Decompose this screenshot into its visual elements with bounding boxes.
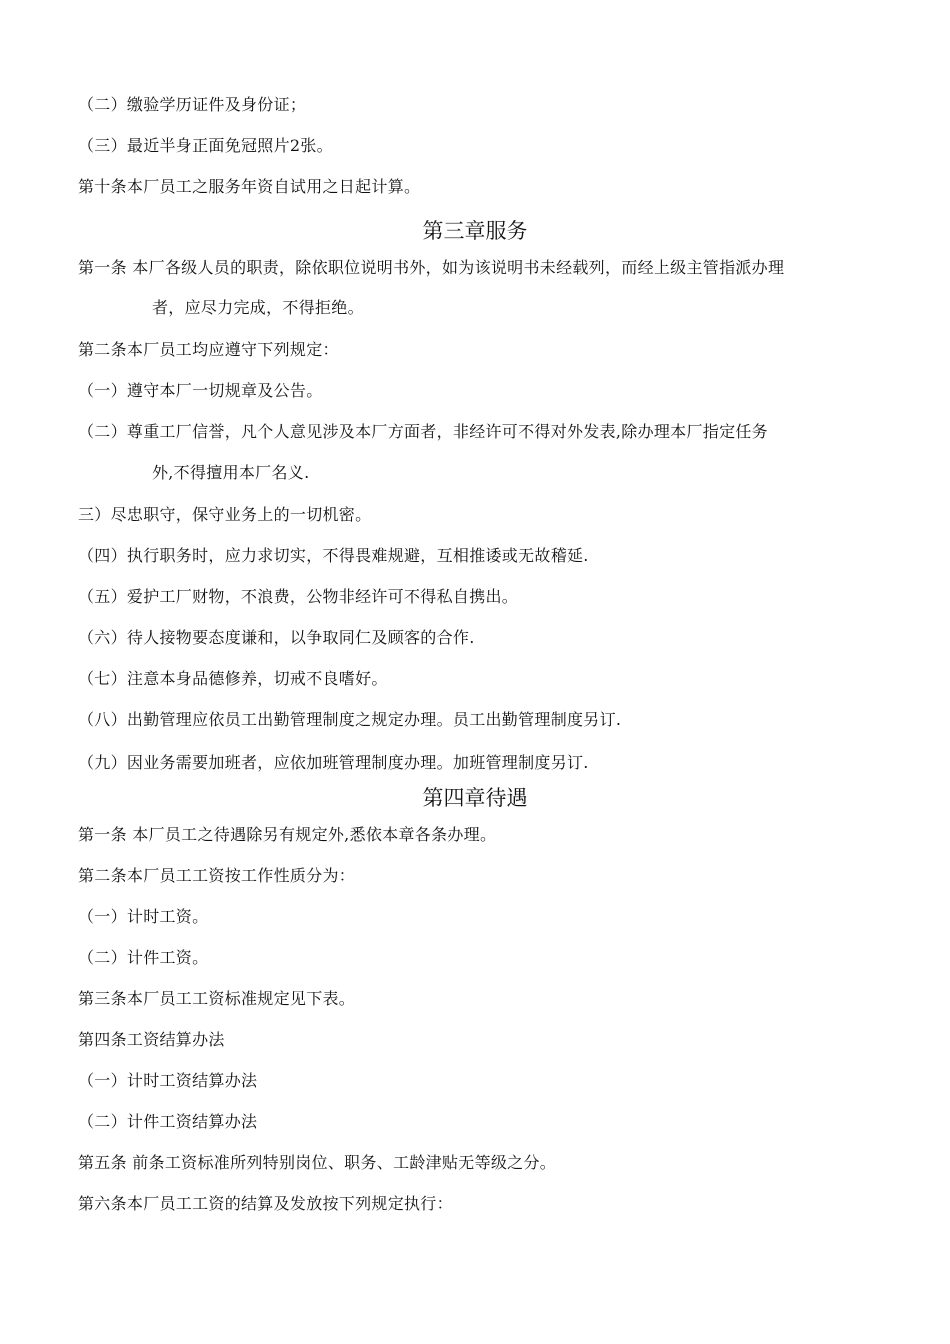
ch3-item-2-line-1: （二）尊重工厂信誉，凡个人意见涉及本厂方面者，非经许可不得对外发表,除办理本厂指定任务 — [78, 422, 768, 441]
ch3-item-8: （八）出勤管理应依员工出勤管理制度之规定办理。员工出勤管理制度另订. — [78, 710, 622, 729]
ch4-article-4-item-2: （二）计件工资结算办法 — [78, 1112, 258, 1131]
article-10: 第十条本厂员工之服务年资自试用之日起计算。 — [78, 177, 421, 196]
ch4-article-6: 第六条本厂员工工资的结算及发放按下列规定执行： — [78, 1194, 453, 1213]
ch3-item-5: （五）爱护工厂财物，不浪费，公物非经许可不得私自携出。 — [78, 587, 519, 606]
ch4-article-1: 第一条 本厂员工之待遇除另有规定外,悉依本章各条办理。 — [78, 825, 497, 844]
ch3-item-2-line-2: 外,不得擅用本厂名义. — [152, 463, 310, 482]
chapter-3-title: 第三章服务 — [422, 219, 528, 243]
ch4-article-5: 第五条 前条工资标准所列特别岗位、职务、工龄津贴无等级之分。 — [78, 1153, 557, 1172]
ch3-item-6: （六）待人接物要态度谦和，以争取同仁及顾客的合作. — [78, 628, 475, 647]
ch3-item-1: （一）遵守本厂一切规章及公告。 — [78, 381, 323, 400]
ch3-item-9: （九）因业务需要加班者，应依加班管理制度办理。加班管理制度另订. — [78, 753, 589, 772]
ch4-item-1: （一）计时工资。 — [78, 907, 209, 926]
ch3-item-4: （四）执行职务时，应力求切实，不得畏难规避，互相推诿或无故稽延. — [78, 546, 589, 565]
item-photos: （三）最近半身正面免冠照片2张。 — [78, 136, 333, 155]
ch3-item-7: （七）注意本身品德修养，切戒不良嗜好。 — [78, 669, 388, 688]
ch4-article-3: 第三条本厂员工工资标准规定见下表。 — [78, 989, 356, 1008]
ch3-article-2: 第二条本厂员工均应遵守下列规定： — [78, 340, 339, 359]
ch4-article-2: 第二条本厂员工工资按工作性质分为： — [78, 866, 356, 885]
ch3-article-1-line-2: 者，应尽力完成，不得拒绝。 — [152, 298, 364, 317]
ch3-article-1-line-1: 第一条 本厂各级人员的职责，除依职位说明书外，如为该说明书未经载列，而经上级主管指派办理 — [78, 258, 785, 277]
ch3-item-3: 三）尽忠职守，保守业务上的一切机密。 — [78, 505, 372, 524]
chapter-4-title: 第四章待遇 — [422, 786, 528, 810]
ch4-item-2: （二）计件工资。 — [78, 948, 209, 967]
item-submit-certificates: （二）缴验学历证件及身份证； — [78, 95, 307, 114]
ch4-article-4: 第四条工资结算办法 — [78, 1030, 225, 1049]
ch4-article-4-item-1: （一）计时工资结算办法 — [78, 1071, 258, 1090]
